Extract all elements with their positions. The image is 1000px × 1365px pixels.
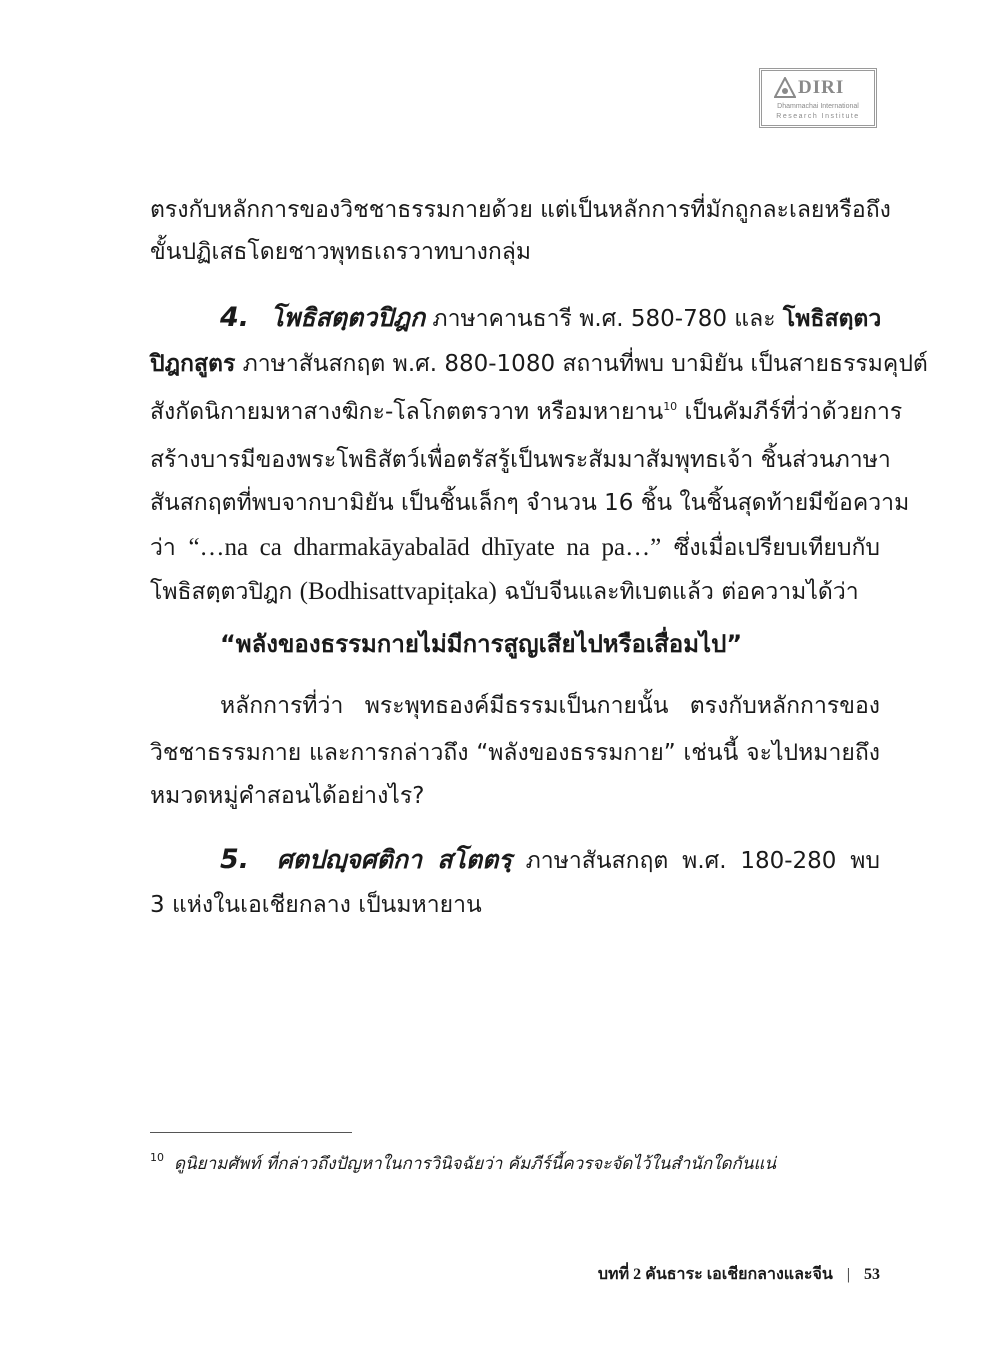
item-4-title2: โพธิสตฺตว [782,306,882,332]
item-4-text: สังกัดนิกายมหาสางฆิกะ-โลโกตตรวาท หรือมหายาน [150,399,664,425]
footer-separator: | [846,1266,850,1283]
paragraph-line: สันสกฤตที่พบจากบามิยัน เป็นชิ้นเล็กๆ จำนวน 16 ชิ้น ในชิ้นสุดท้ายมีข้อความ [150,490,910,516]
paragraph-line: สร้างบารมีของพระโพธิสัตว์เพื่อตรัสรู้เป็นพระสัมมาสัมพุทธเจ้า ชิ้นส่วนภาษา [150,447,891,473]
item-5-number: 5. [220,844,250,875]
sanskrit-quote: “…na ca dharmakāyabalād dhīyate na pa…” [188,534,662,561]
item-4-heading-line [220,298,880,339]
paragraph-line [150,392,903,432]
page-number: 53 [864,1266,880,1283]
item-4-text: ว่า [150,535,189,561]
chapter-title: บทที่ 2 คันธาระ เอเชียกลางและจีน [597,1266,833,1283]
item-4-text: ฉบับจีนและทิเบตแล้ว ต่อความได้ว่า [496,579,859,605]
item-4-number: 4. [220,302,250,333]
paragraph-line: หมวดหมู่คำสอนได้อย่างไร? [150,783,425,809]
paragraph-line: วิชชาธรรมกาย และการกล่าวถึง “พลังของธรรมกาย” เช่นนี้ จะไปหมายถึง [150,740,880,766]
paragraph-line [150,344,928,384]
logo-line-1: Dhammachai International [777,103,859,110]
item-4-title: โพธิสตฺตวปิฎก [270,303,426,332]
item-4-text: ภาษาคานธารี พ.ศ. 580-780 และ [432,306,776,332]
item-4-text: เป็นคัมภีร์ที่ว่าด้วยการ [677,399,903,425]
footnote-ref: 10 [663,400,678,413]
diri-triangle-icon [774,77,796,99]
block-quote: “พลังของธรรมกายไม่มีการสูญเสียไปหรือเสื่อมไป” [220,630,743,658]
roman-title: (Bodhisattvapiṭaka) [299,578,497,605]
logo-abbreviation: DIRI [798,77,845,98]
footnote-divider [150,1132,352,1133]
logo-line-2: Research Institute [776,113,860,120]
diri-logo [759,68,877,128]
item-4-text: โพธิสตฺตวปิฎก [150,579,300,605]
item-4-title2-end: ปิฎกสูตร [150,351,236,377]
paragraph-line [150,572,880,612]
paragraph-line: หลักการที่ว่า พระพุทธองค์มีธรรมเป็นกายนั้น ตรงกับหลักการของ [220,693,880,719]
item-5-text: ภาษาสันสกฤต พ.ศ. 180-280 พบ [525,848,880,874]
paragraph-line: 3 แห่งในเอเชียกลาง เป็นมหายาน [150,892,482,918]
item-5-title: ศตปญฺจศติกา สโตตรฺ [276,845,512,874]
item-4-text: ภาษาสันสกฤต พ.ศ. 880-1080 สถานที่พบ บามิยัน เป็นสายธรรมคุปต์ [235,351,928,377]
footnote [150,1150,776,1177]
item-5-heading-line [220,840,880,881]
paragraph-line [150,528,880,568]
item-4-text: ซึ่งเมื่อเปรียบเทียบกับ [661,535,880,561]
paragraph-line: ขั้นปฏิเสธโดยชาวพุทธเถรวาทบางกลุ่ม [150,239,532,265]
footnote-number: 10 [150,1151,164,1164]
footnote-text: ดูนิยามศัพท์ ที่กล่าวถึงปัญหาในการวินิจฉัยว่า คัมภีร์นี้ควรจะจัดไว้ในสำนักใดกันแน่ [174,1154,777,1174]
paragraph-line: ตรงกับหลักการของวิชชาธรรมกายด้วย แต่เป็นหลักการที่มักถูกละเลยหรือถึง [150,197,891,223]
page-footer [598,1262,880,1287]
